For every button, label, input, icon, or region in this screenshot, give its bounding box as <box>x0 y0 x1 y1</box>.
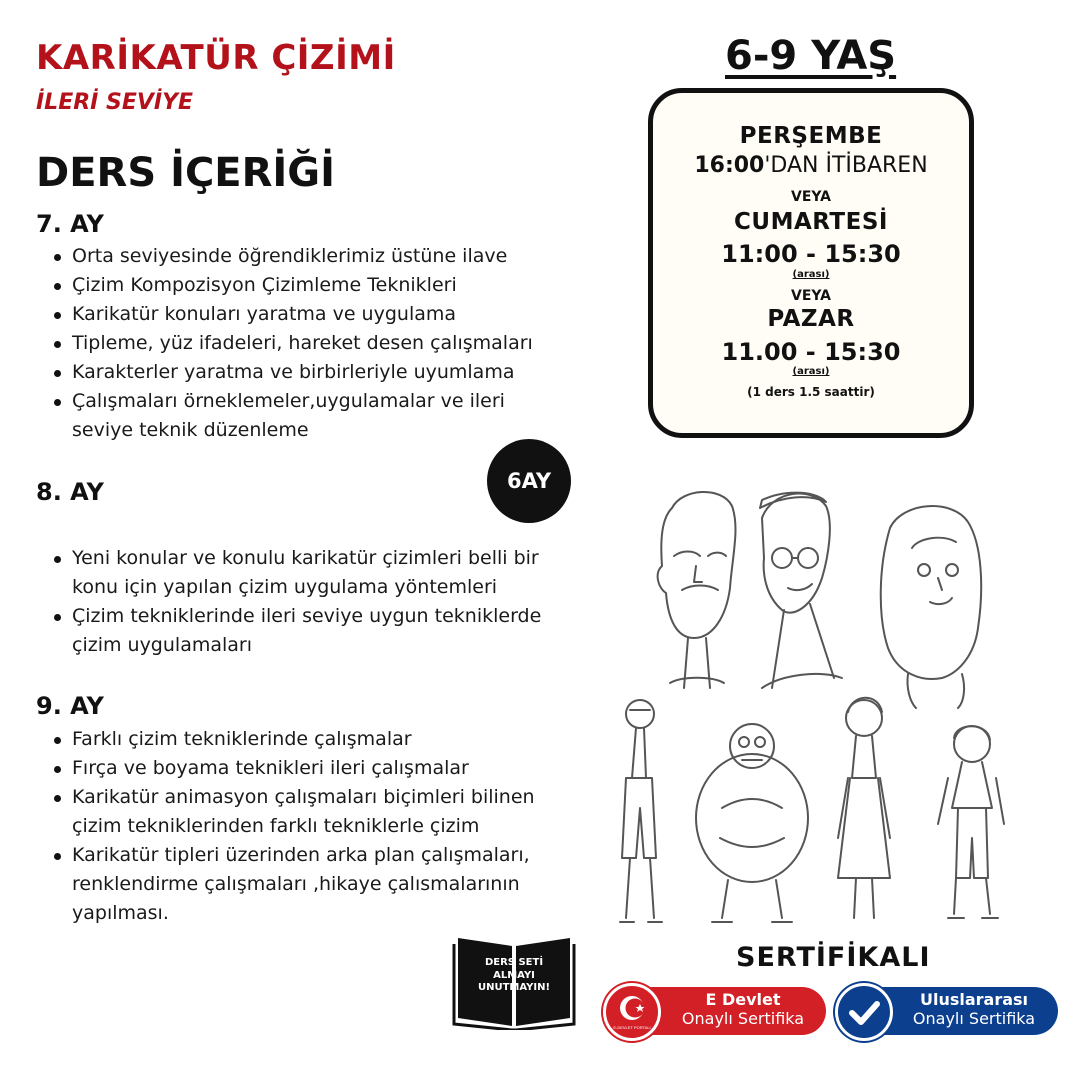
schedule-between: (arası) <box>792 268 830 280</box>
month-7-list <box>48 242 568 445</box>
edevlet-seal-text: E-DEVLET PORTALI <box>613 1025 651 1030</box>
book-line: UNUTMAYIN! <box>477 982 551 993</box>
course-title: KARİKATÜR ÇİZİMİ <box>36 38 396 78</box>
schedule-note: (1 ders 1.5 saattir) <box>747 384 875 399</box>
time-bold: 16:00 <box>694 153 765 179</box>
edevlet-seal-icon <box>603 983 661 1041</box>
month-8-label: 8. AY <box>36 478 104 506</box>
list-item: Orta seviyesinde öğrendiklerimiz üstüne ilave <box>48 242 568 271</box>
schedule-time-thursday <box>653 153 969 178</box>
schedule-day-sunday: PAZAR <box>767 306 855 333</box>
book-reminder-text <box>472 957 556 995</box>
list-item: Farklı çizim tekniklerinde çalışmalar <box>48 725 568 754</box>
crescent-star-icon <box>606 986 658 1038</box>
book-line: ALMAYI <box>493 969 535 981</box>
schedule-or: VEYA <box>790 288 832 305</box>
schedule-time-saturday: 11:00 - 15:30 <box>721 240 901 269</box>
month-9-list <box>48 725 568 928</box>
book-line: DERS SETİ <box>484 957 544 968</box>
list-item: Fırça ve boyama teknikleri ileri çalışmalar <box>48 754 568 783</box>
list-item: Karikatür animasyon çalışmaları biçimleri bilinen çizim tekniklerinden farklı tekniklerle çizim <box>48 783 568 841</box>
list-item: Karikatür tipleri üzerinden arka plan çalışmaları, renklendirme çalışmaları ,hikaye çalısmalarının yapılması. <box>48 841 568 928</box>
character-sketches-illustration <box>612 478 1032 940</box>
month-9-label: 9. AY <box>36 692 104 720</box>
checkmark-icon <box>835 983 893 1041</box>
content-heading: DERS İÇERİĞİ <box>36 150 336 196</box>
certificate-title: SERTİFİKALI <box>736 942 931 973</box>
intl-line1: Uluslararası <box>919 990 1029 1009</box>
list-item: Karikatür konuları yaratma ve uygulama <box>48 300 568 329</box>
edevlet-line2: Onaylı Sertifika <box>681 1009 805 1028</box>
edevlet-line1: E Devlet <box>705 990 781 1009</box>
schedule-day-thursday: PERŞEMBE <box>739 123 883 149</box>
schedule-time-sunday: 11.00 - 15:30 <box>721 337 901 366</box>
schedule-between: (arası) <box>792 366 830 378</box>
course-level: İLERİ SEVİYE <box>36 90 194 115</box>
schedule-card <box>648 88 974 438</box>
list-item: Çizim Kompozisyon Çizimleme Teknikleri <box>48 271 568 300</box>
intl-line2: Onaylı Sertifika <box>912 1009 1036 1028</box>
duration-badge: 6AY <box>487 439 571 523</box>
time-rest: 'DAN İTİBAREN <box>764 153 928 179</box>
list-item: Yeni konular ve konulu karikatür çizimleri belli bir konu için yapılan çizim uygulama yöntemleri <box>48 544 568 602</box>
list-item: Çalışmaları örneklemeler,uygulamalar ve ileri seviye teknik düzenleme <box>48 387 568 445</box>
month-8-list <box>48 544 568 660</box>
list-item: Çizim tekniklerinde ileri seviye uygun tekniklerde çizim uygulamaları <box>48 602 568 660</box>
schedule-or: VEYA <box>790 188 832 205</box>
age-range: 6-9 YAŞ <box>725 33 897 79</box>
month-7-label: 7. AY <box>36 210 104 238</box>
schedule-day-saturday: CUMARTESİ <box>734 208 888 235</box>
list-item: Tipleme, yüz ifadeleri, hareket desen çalışmaları <box>48 329 568 358</box>
list-item: Karakterler yaratma ve birbirleriyle uyumlama <box>48 358 568 387</box>
